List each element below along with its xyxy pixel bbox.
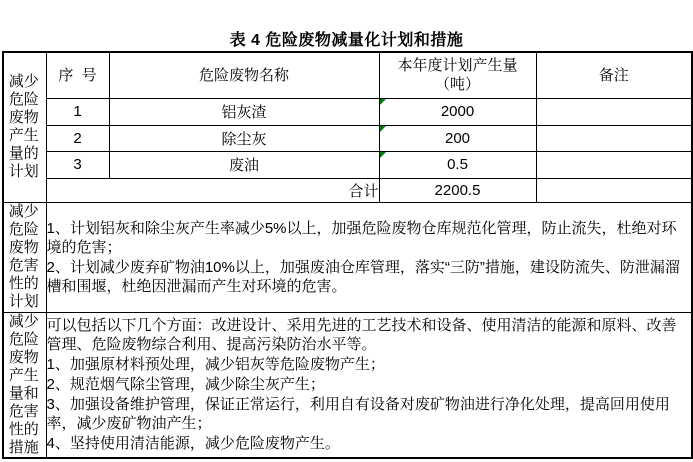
measures-paragraph-4: 4、坚持使用清洁能源，减少危险废物产生。 (46, 435, 340, 453)
total-remark-cell (536, 178, 692, 202)
cell-qty-2 (379, 125, 536, 151)
measures-text-cell (46, 312, 692, 458)
measures-paragraph-1: 1、加强原材料预处理，减少铝灰等危险废物产生； (46, 356, 385, 374)
table-row (3, 151, 692, 178)
hazard-plan-text-cell (46, 202, 692, 312)
header-planned-qty-line2: （吨） (434, 76, 480, 94)
hazard-plan-paragraph-1: 1、计划铝灰和除尘灰产生率减少5%以上，加强危险废物仓库规范化管理，防止流失，杜绝对环境的危害； (46, 219, 677, 256)
hazard-plan-paragraph-2: 2、计划减少废弃矿物油10%以上，加强废油仓库管理，落实“三防”措施，建设防流失、防泄漏溜槽和围堰，杜绝因泄漏而产生对环境的危害。 (46, 258, 680, 295)
header-serial: 序 号 (46, 52, 109, 98)
cell-waste-name-3: 废油 (109, 151, 379, 178)
side-label-hazard-plan-cell (3, 202, 46, 312)
cell-waste-name-2: 除尘灰 (109, 125, 379, 151)
header-planned-qty-line1: 本年度计划产生量 (397, 57, 518, 75)
header-waste-name: 危险废物名称 (109, 52, 379, 98)
cell-serial-3: 3 (46, 151, 109, 178)
measures-paragraph-3: 3、加强设备维护管理，保证正常运行，利用自有设备对废矿物油进行净化处理，提高回用使用率，减少废矿物油产生； (46, 396, 670, 433)
cell-qty-3-value: 0.5 (447, 156, 468, 173)
table-row (3, 98, 692, 125)
cell-remark-1 (536, 98, 692, 125)
total-qty-cell: 2200.5 (379, 178, 536, 202)
measures-paragraph-2: 2、规范烟气除尘管理，减少除尘灰产生； (46, 376, 325, 394)
cell-serial-1: 1 (46, 98, 109, 125)
total-row (3, 178, 692, 202)
cell-qty-1-value: 2000 (440, 103, 475, 120)
cell-waste-name-1: 铝灰渣 (109, 98, 379, 125)
cell-qty-2-value: 200 (444, 129, 471, 147)
excel-flag-icon (380, 126, 386, 132)
measures-row (3, 312, 692, 458)
header-planned-qty (379, 52, 536, 98)
hazardous-waste-reduction-table (2, 51, 693, 459)
cell-remark-2 (536, 125, 692, 151)
side-label-reduction-plan: 减少危险废物产生量的计划 (8, 73, 39, 181)
hazard-plan-row (3, 202, 692, 312)
table-row (3, 125, 692, 151)
cell-qty-1 (379, 98, 536, 125)
total-label-cell: 合计 (46, 178, 379, 202)
excel-flag-icon (380, 99, 386, 105)
header-remark: 备注 (536, 52, 692, 98)
cell-qty-3 (379, 151, 536, 178)
side-label-measures: 减少危险废物产生量和危害性的措施 (8, 312, 39, 456)
side-label-measures-cell (3, 312, 46, 458)
table-title: 表 4 危险废物减量化计划和措施 (229, 32, 464, 49)
side-label-hazard-plan: 减少危险废物危害性的计划 (8, 203, 39, 310)
excel-flag-icon (380, 152, 386, 158)
cell-serial-2: 2 (46, 125, 109, 151)
header-row (3, 52, 692, 98)
measures-paragraph-intro: 可以包括以下几个方面：改进设计、采用先进的工艺技术和设备、使用清洁的能源和原料、改善管理、危险废物综合利用、提高污染防治水平等。 (46, 317, 677, 354)
cell-remark-3 (536, 151, 692, 178)
side-label-reduction-plan-cell (3, 52, 46, 202)
